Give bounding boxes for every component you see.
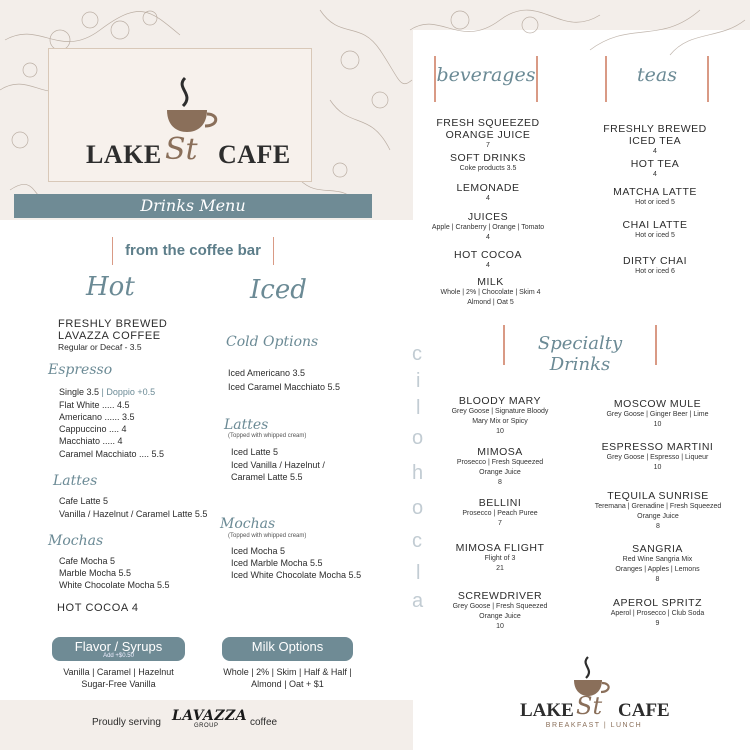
milk-options-line1: Whole | 2% | Skim | Half & Half | — [223, 667, 352, 677]
tea-name: DIRTY CHAI — [622, 255, 688, 267]
cocktail-desc: Flight of 3 — [484, 555, 516, 562]
cocktail-desc: Red Wine Sangria Mix — [622, 556, 693, 563]
beverage-desc: Apple | Cranberry | Orange | Tomato — [431, 224, 545, 231]
cocktail-desc: Orange Juice — [479, 469, 521, 476]
mocha-item: White Chocolate Mocha 5.5 — [59, 580, 170, 590]
cocktail-name: SCREWDRIVER — [457, 590, 543, 602]
alcoholic-letter: c — [412, 343, 422, 365]
bottom-logo-tagline: BREAKFAST | LUNCH — [545, 722, 643, 729]
iced-heading: Iced — [250, 275, 307, 305]
bottom-logo-st: St — [576, 692, 603, 720]
beverage-item — [423, 249, 553, 271]
hot-cocoa-item: HOT COCOA 4 — [57, 602, 139, 614]
cocktail-desc: Grey Goose | Fresh Squeezed — [452, 603, 548, 610]
espresso-item: Macchiato ..... 4 — [59, 436, 123, 446]
cocktail-item — [585, 543, 730, 585]
cocktail-desc: Teremana | Grenadine | Fresh Squeezed — [594, 503, 722, 510]
teas-heading: teas — [637, 64, 677, 86]
bottom-logo-lake: LAKE — [520, 700, 574, 721]
lavazza-logo — [172, 708, 248, 735]
beverages-heading: beverages — [436, 64, 536, 86]
cocktail-price: 7 — [498, 520, 502, 527]
cocktail-desc: Prosecco | Peach Puree — [462, 510, 538, 517]
beverage-desc: Almond | Oat 5 — [467, 299, 514, 306]
brewed-line-1: FRESHLY BREWED — [58, 318, 168, 330]
beverage-price: 4 — [486, 195, 490, 202]
floral-illustration-right — [400, 0, 750, 60]
tea-desc: Hot or iced 6 — [635, 268, 675, 275]
cold-option-item: Iced Caramel Macchiato 5.5 — [228, 382, 341, 392]
alcoholic-letter: i — [416, 370, 421, 392]
alcoholic-letter: c — [412, 530, 422, 552]
coffee-text: coffee — [250, 717, 278, 728]
beverage-name: ORANGE JUICE — [445, 129, 531, 141]
alcoholic-letter: o — [412, 427, 424, 449]
coffee-bar-heading: from the coffee bar — [112, 237, 274, 265]
beverage-name: LEMONADE — [456, 182, 520, 194]
cocktail-desc: Grey Goose | Espresso | Liqueur — [606, 454, 709, 461]
espresso-item: Flat White ..... 4.5 — [59, 400, 130, 410]
beverage-item — [423, 152, 553, 174]
beverage-price: 4 — [486, 262, 490, 269]
cocktail-item — [436, 395, 564, 437]
logo-word-lake: LAKE — [86, 140, 162, 169]
cocktail-item — [585, 441, 730, 473]
milk-options-line2: Almond | Oat + $1 — [251, 679, 324, 689]
beverage-name: SOFT DRINKS — [450, 152, 526, 164]
alcoholic-letter: l — [416, 562, 421, 584]
cocktail-item — [436, 590, 564, 632]
cold-options-heading: Cold Options — [226, 334, 319, 350]
alcoholic-letter: a — [412, 590, 424, 612]
cocktail-name: APEROL SPRITZ — [613, 597, 702, 609]
tea-name: CHAI LATTE — [622, 219, 688, 231]
espresso-item: Caramel Macchiato .... 5.5 — [59, 449, 165, 459]
espresso-item: Americano ...... 3.5 — [59, 412, 135, 422]
tea-item — [590, 219, 720, 241]
cocktail-price: 10 — [496, 428, 504, 435]
beverage-item — [418, 211, 558, 243]
proudly-serving-text: Proudly serving — [92, 717, 161, 728]
iced-lattes-note: (Topped with whipped cream) — [228, 433, 307, 439]
cocktail-name: TEQUILA SUNRISE — [607, 490, 709, 502]
latte-item: Vanilla / Hazelnut / Caramel Latte 5.5 — [59, 509, 208, 519]
beverage-name: MILK — [477, 276, 504, 288]
cocktail-name: MIMOSA — [477, 446, 523, 458]
cocktail-price: 8 — [656, 523, 660, 530]
latte-item: Cafe Latte 5 — [59, 496, 109, 506]
iced-latte-item: Iced Vanilla / Hazelnut / — [231, 460, 325, 470]
cocktail-desc: Prosecco | Fresh Squeezed — [456, 459, 544, 466]
beverage-desc: Whole | 2% | Chocolate | Skim 4 — [440, 289, 541, 296]
coffee-cup-logo-icon — [157, 76, 227, 136]
iced-mocha-item: Iced Marble Mocha 5.5 — [231, 558, 323, 568]
beverage-item — [423, 117, 553, 151]
cocktail-name: MIMOSA FLIGHT — [455, 542, 545, 554]
iced-lattes-heading: Lattes — [224, 417, 269, 433]
beverage-name: JUICES — [467, 211, 509, 223]
alcoholic-letter: l — [416, 397, 421, 419]
cocktail-name: ESPRESSO MARTINI — [601, 441, 714, 453]
cocktail-price: 8 — [655, 576, 660, 583]
lavazza-group-text: GROUP — [194, 723, 219, 729]
tea-item — [590, 255, 720, 277]
iced-latte-item: Iced Latte 5 — [231, 447, 279, 457]
cocktail-desc: Oranges | Apples | Lemons — [615, 566, 700, 573]
brewed-desc: Regular or Decaf - 3.5 — [58, 342, 142, 352]
cocktail-price: 10 — [653, 421, 662, 428]
cocktail-price: 9 — [655, 620, 660, 627]
iced-mochas-heading: Mochas — [220, 516, 276, 532]
iced-latte-item: Caramel Latte 5.5 — [231, 472, 303, 482]
espresso-heading: Espresso — [48, 362, 113, 378]
mocha-item: Cafe Mocha 5 — [59, 556, 116, 566]
beverage-name: HOT COCOA — [454, 249, 522, 261]
milk-options-label: Milk Options — [251, 639, 324, 654]
single-price: Single 3.5 — [59, 387, 100, 397]
cold-option-item: Iced Americano 3.5 — [228, 368, 306, 378]
logo-word-cafe: CAFE — [218, 140, 291, 169]
tea-desc: Hot or iced 5 — [635, 232, 675, 239]
beverage-desc: Coke products 3.5 — [459, 165, 517, 172]
cocktail-name: SANGRIA — [632, 543, 683, 555]
alcoholic-letter: o — [412, 497, 424, 519]
specialty-heading: Specialty Drinks — [537, 333, 623, 375]
beverage-item — [423, 276, 558, 308]
espresso-single — [59, 387, 155, 397]
cocktail-item — [436, 446, 564, 488]
cocktail-item — [585, 398, 730, 430]
hot-heading: Hot — [86, 272, 135, 302]
iced-mocha-item: Iced White Chocolate Mocha 5.5 — [231, 570, 362, 580]
milk-options-pill — [222, 637, 353, 661]
lavazza-wordmark: LAVAZZA — [172, 708, 248, 724]
cocktail-price: 21 — [496, 565, 504, 572]
tea-item — [590, 186, 720, 208]
iced-mochas-note: (Topped with whipped cream) — [228, 533, 307, 539]
cocktail-price: 8 — [498, 479, 502, 486]
beverage-item — [423, 182, 553, 204]
bottom-logo-cafe: CAFE — [618, 700, 670, 721]
cocktail-desc: Orange Juice — [479, 613, 521, 620]
cocktail-item — [436, 542, 564, 574]
drinks-menu-banner — [14, 194, 372, 218]
cocktail-item — [578, 490, 738, 532]
beverages-heading-box — [434, 56, 538, 102]
tea-item — [590, 123, 720, 157]
tea-name: ICED TEA — [628, 135, 682, 147]
flavor-syrups-pill — [52, 637, 185, 661]
cocktail-desc: Orange Juice — [637, 513, 679, 520]
left-panel-content-area — [0, 220, 413, 700]
tea-desc: Hot or iced 5 — [635, 199, 675, 206]
cocktail-name: BELLINI — [478, 497, 522, 509]
cocktail-item — [436, 497, 564, 529]
cocktail-price: 10 — [496, 623, 504, 630]
tea-name: HOT TEA — [630, 158, 680, 170]
mocha-item: Marble Mocha 5.5 — [59, 568, 132, 578]
flavor-options-line2: Sugar-Free Vanilla — [81, 679, 156, 689]
beverage-name: FRESH SQUEEZED — [436, 117, 540, 129]
brewed-line-2: LAVAZZA COFFEE — [58, 330, 161, 342]
hot-mochas-heading: Mochas — [48, 533, 104, 549]
flavor-addon-price: Add +$0.50 — [103, 653, 134, 659]
teas-heading-box — [605, 56, 709, 102]
cocktail-desc: Aperol | Prosecco | Club Soda — [610, 610, 705, 617]
tea-name: MATCHA LATTE — [613, 186, 697, 198]
tea-price: 4 — [653, 148, 657, 155]
hot-lattes-heading: Lattes — [53, 473, 98, 489]
doppio-upcharge: | Doppio +0.5 — [101, 387, 156, 397]
tea-name: FRESHLY BREWED — [603, 123, 707, 135]
tea-price: 4 — [653, 171, 657, 178]
iced-mocha-item: Iced Mocha 5 — [231, 546, 286, 556]
bottom-logo — [520, 656, 668, 736]
cocktail-price: 10 — [653, 464, 662, 471]
cocktail-desc: Mary Mix or Spicy — [472, 418, 528, 425]
logo-word-st: St — [165, 132, 198, 167]
specialty-heading-box — [503, 325, 657, 375]
cocktail-desc: Grey Goose | Signature Bloody — [451, 408, 549, 415]
tea-item — [590, 158, 720, 180]
flavor-syrups-label: Flavor / Syrups — [74, 639, 163, 654]
cocktail-name: BLOODY MARY — [458, 395, 542, 407]
cocktail-desc: Grey Goose | Ginger Beer | Lime — [606, 411, 709, 418]
cocktail-name: MOSCOW MULE — [613, 398, 702, 410]
cocktail-item — [585, 597, 730, 629]
banner-title: Drinks Menu — [140, 196, 246, 215]
alcoholic-letter: h — [412, 462, 424, 484]
beverage-price: 7 — [486, 142, 490, 149]
beverage-price: 4 — [486, 234, 490, 241]
flavor-options-line1: Vanilla | Caramel | Hazelnut — [63, 667, 174, 677]
espresso-item: Cappuccino .... 4 — [59, 424, 127, 434]
